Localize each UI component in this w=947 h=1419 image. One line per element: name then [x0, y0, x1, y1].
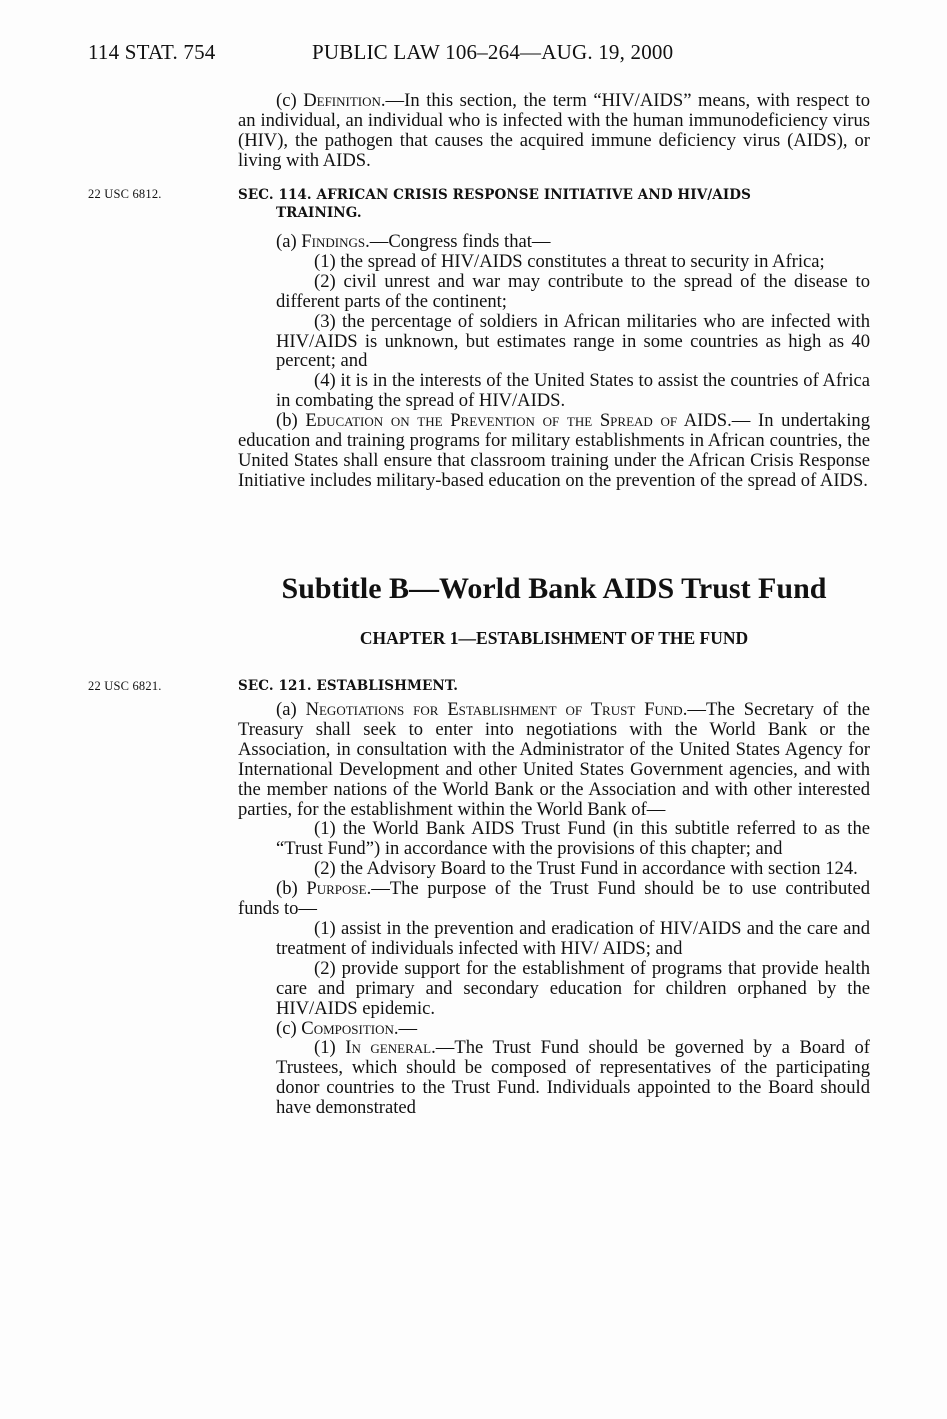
law-reference: PUBLIC LAW 106–264—AUG. 19, 2000 — [312, 40, 674, 64]
section-121-heading: SEC. 121. ESTABLISHMENT. — [238, 678, 459, 694]
section-114-body: (a) Findings.—Congress finds that— (1) the spread of HIV/AIDS constitutes a threat to security in Africa; (2) civil unrest and war may contribute to the spread of the disease to different parts of the continent; (3) the percentage of soldiers in African militaries who are infected with HIV/AIDS is unknown, but estimates range in some countries as high as 40 percent; and (4) it is in the interests of the United States to assist the countries of Africa in combating the spread of HIV/AIDS. (b) Education on the Prevention of the Spread of AIDS.— In undertaking education and training programs for military establishments in African countries, the United States shall ensure that classroom training under the African Crisis Response Initiative includes military-based education on the prevention of the spread of AIDS. — [238, 231, 870, 491]
finding-item: (1) the spread of HIV/AIDS constitutes a threat to security in Africa; — [314, 250, 825, 272]
page-reference: 114 STAT. 754 — [88, 40, 216, 64]
finding-item: (3) the percentage of soldiers in African militaries who are infected with HIV/AIDS is unknown, but estimates range in some countries as high as 40 percent; and — [276, 310, 870, 372]
finding-item: (4) it is in the interests of the United States to assist the countries of Africa in combating the spread of HIV/AIDS. — [276, 370, 870, 412]
list-item: (1) the World Bank AIDS Trust Fund (in this subtitle referred to as the “Trust Fund”) in accordance with the provisions of this chapter; and — [276, 818, 870, 860]
definition-heading: Definition — [303, 90, 381, 111]
subtitle-heading: Subtitle B—World Bank AIDS Trust Fund — [281, 572, 827, 605]
section-114-heading: SEC. 114. AFRICAN CRISIS RESPONSE INITIATIVE AND HIV/AIDS TRAINING. — [238, 187, 751, 221]
list-item: (2) the Advisory Board to the Trust Fund in accordance with section 124. — [314, 858, 858, 880]
list-item: (1) assist in the prevention and eradication of HIV/AIDS and the care and treatment of individuals infected with HIV/ AIDS; and — [276, 917, 870, 959]
section-121-body: (a) Negotiations for Establishment of Trust Fund.—The Secretary of the Treasury shall seek to enter into negotiations with the World Bank or the Association, in consultation with the Administrator of the United States Agency for International Development and other United States Government agencies, and with the member nations of the World Bank or the Association and with other interested parties, for the establishment within the World Bank of— (1) the World Bank AIDS Trust Fund (in this subtitle referred to as the “Trust Fund”) in accordance with the provisions of this chapter; and (2) the Advisory Board to the Trust Fund in accordance with section 124. (b) Purpose.—The purpose of the Trust Fund should be to use contributed funds to— (1) assist in the prevention and eradication of HIV/AIDS and the care and treatment of individuals infected with HIV/ AIDS; and (2) provide support for the establishment of programs that provide health care and primary and secondary education for children orphaned by the HIV/AIDS epidemic. (c) Composition.— (1) In general.—The Trust Fund should be governed by a Board of Trustees, which should be composed of representatives of the participating donor countries to the Trust Fund. Individuals appointed to the Board should have demonstrated — [238, 699, 871, 1119]
list-item: (2) provide support for the establishment of programs that provide health care and primary and secondary education for children orphaned by the HIV/AIDS epidemic. — [276, 957, 870, 1019]
definition-paragraph: (c) Definition.—In this section, the term “HIV/AIDS” means, with respect to an individual, an individual who is infected with the human immunodeficiency virus (HIV), the pathogen that causes the acquired immune deficiency virus (AIDS), or living with AIDS. — [238, 90, 870, 171]
margin-note-6812: 22 USC 6812. — [88, 187, 162, 201]
margin-note-6821: 22 USC 6821. — [88, 679, 162, 693]
finding-item: (2) civil unrest and war may contribute to the spread of the disease to different parts of the continent; — [276, 270, 870, 312]
chapter-heading: CHAPTER 1—ESTABLISHMENT OF THE FUND — [359, 628, 749, 648]
